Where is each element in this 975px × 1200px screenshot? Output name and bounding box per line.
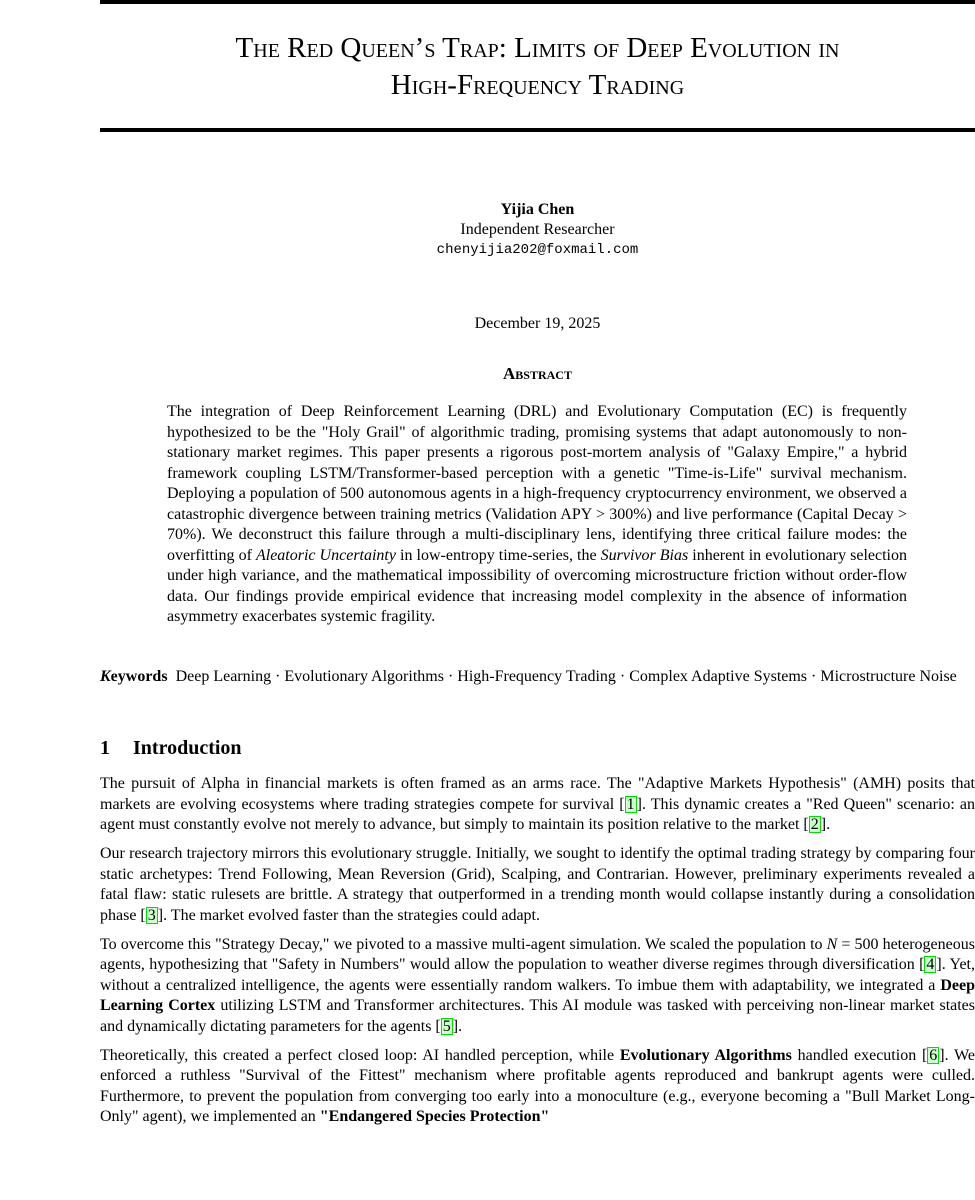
- title-top-rule: [100, 0, 975, 4]
- abstract-text-3: inherent in evolutionary selection under high variance, and the mathematical impossibility of overcoming microstructure friction without order-flow data. Our findings provide empirical evidence that increasing model complexity in the absence of information asymmetry exacerbates systemic fragility.: [167, 546, 907, 625]
- abstract-heading: Abstract: [503, 364, 572, 383]
- bold-term: "Endangered Species Protection": [319, 1108, 550, 1125]
- citation-link[interactable]: 1: [626, 795, 635, 813]
- paragraph-text: ]. Yet, without a centralized intelligence, the agents were essentially random walkers. To imbue them with adaptability, we integrated a: [100, 956, 975, 994]
- paragraph-text: ].: [820, 816, 831, 833]
- citation-link[interactable]: 3: [147, 906, 156, 924]
- title-bottom-rule: [100, 128, 975, 132]
- math-variable: N: [826, 935, 838, 953]
- abstract-emphasis-1: Aleatoric Uncertainty: [255, 546, 396, 564]
- paragraph-text: utilizing LSTM and Transformer architectures. This AI module was tasked with perceiving non-linear market states and dynamically dictating parameters for the agents [: [100, 997, 975, 1035]
- title-line-2: High-Frequency Trading: [390, 69, 685, 101]
- paragraph-text: ].: [452, 1017, 463, 1035]
- author-email[interactable]: chenyijia202@foxmail.com: [436, 242, 639, 258]
- paragraph-text: handled execution [: [791, 1046, 928, 1064]
- abstract-emphasis-2: Survivor Bias: [600, 546, 689, 564]
- paragraph-text: ]. The market evolved faster than the strategies could adapt.: [157, 906, 540, 924]
- keywords-label: [100, 668, 168, 685]
- paragraph-2: [100, 844, 975, 926]
- abstract-body: [167, 402, 907, 628]
- paragraph-1: [100, 774, 975, 836]
- author-block: [100, 200, 975, 260]
- paper-title: [100, 30, 975, 104]
- bold-term: Evolutionary Algorithms: [619, 1046, 792, 1064]
- paragraph-text: Our research trajectory mirrors this evolutionary struggle. Initially, we sought to identify the optimal trading strategy by comparing four static archetypes: Trend Following, Mean Reversion (Grid), Scalping, and Contrarian. However, preliminary experiments revealed a fatal flaw: static rulesets are brittle. A strategy that outperformed in a trending month would collapse instantly during a consolidation phase [: [100, 845, 975, 924]
- introduction-body: [100, 774, 975, 1136]
- paragraph-text: ]. We enforced a ruthless "Survival of the Fittest" mechanism where profitable agents reproduced and bankrupt agents were culled. Furthermore, to prevent the population from converging too early into a monoculture (e.g., everyone becoming a "Bull Market Long-Only" agent), we implemented an: [100, 1046, 975, 1125]
- paragraph-text: To overcome this "Strategy Decay," we pivoted to a massive multi-agent simulation. We scaled the population to: [100, 935, 827, 953]
- section-title: Introduction: [133, 737, 242, 759]
- paragraph-text: ]. This dynamic creates a "Red Queen" scenario: an agent must constantly evolve not merely to advance, but simply to maintain its position relative to the market [: [100, 795, 975, 833]
- citation-link[interactable]: 2: [810, 816, 819, 833]
- paragraph-3: [100, 935, 975, 1038]
- citation-link[interactable]: 6: [929, 1046, 938, 1064]
- author-name: Yijia Chen: [500, 201, 575, 218]
- paragraph-text: = 500 heterogeneous agents, hypothesizing that "Safety in Numbers" would allow the population to weather diverse regimes through diversification [: [100, 935, 975, 973]
- author-affiliation: Independent Researcher: [460, 221, 615, 238]
- abstract-text-1: The integration of Deep Reinforcement Learning (DRL) and Evolutionary Computation (EC) is frequently hypothesized to be the "Holy Grail" of algorithmic trading, promising systems that adapt autonomously to non-stationary market regimes. This paper presents a rigorous post-mortem analysis of "Galaxy Empire," a hybrid framework coupling LSTM/Transformer-based perception with a genetic "Time-is-Life" survival mechanism. Deploying a population of 500 autonomous agents in a high-frequency cryptocurrency environment, we observed a catastrophic divergence between training metrics (Validation APY > 300%) and live performance (Capital Decay > 70%). We deconstruct this failure through a multi-disciplinary lens, identifying three critical failure modes: the overfitting of: [167, 403, 907, 564]
- section-heading-introduction: [100, 737, 242, 760]
- keywords: [100, 667, 975, 688]
- abstract-text-2: in low-entropy time-series, the: [395, 546, 601, 564]
- keywords-list: Deep Learning · Evolutionary Algorithms · High-Frequency Trading · Complex Adaptive Systems · Microstructure Noise: [175, 668, 957, 685]
- title-line-1: The Red Queen’s Trap: Limits of Deep Evolution in: [235, 32, 840, 64]
- citation-link[interactable]: 5: [442, 1017, 451, 1035]
- paragraph-text: The pursuit of Alpha in financial markets is often framed as an arms race. The "Adaptive Markets Hypothesis" (AMH) posits that markets are evolving ecosystems where trading strategies compete for survival [: [100, 775, 975, 813]
- paper-date: December 19, 2025: [474, 315, 601, 332]
- paragraph-4: [100, 1046, 975, 1128]
- keywords-label-k: K: [100, 668, 111, 685]
- section-number: 1: [100, 737, 110, 759]
- bold-term: Deep Learning Cortex: [100, 976, 975, 1014]
- keywords-label-rest: eywords: [110, 668, 168, 685]
- citation-link[interactable]: 4: [926, 956, 935, 973]
- paragraph-text: Theoretically, this created a perfect closed loop: AI handled perception, while: [100, 1046, 620, 1064]
